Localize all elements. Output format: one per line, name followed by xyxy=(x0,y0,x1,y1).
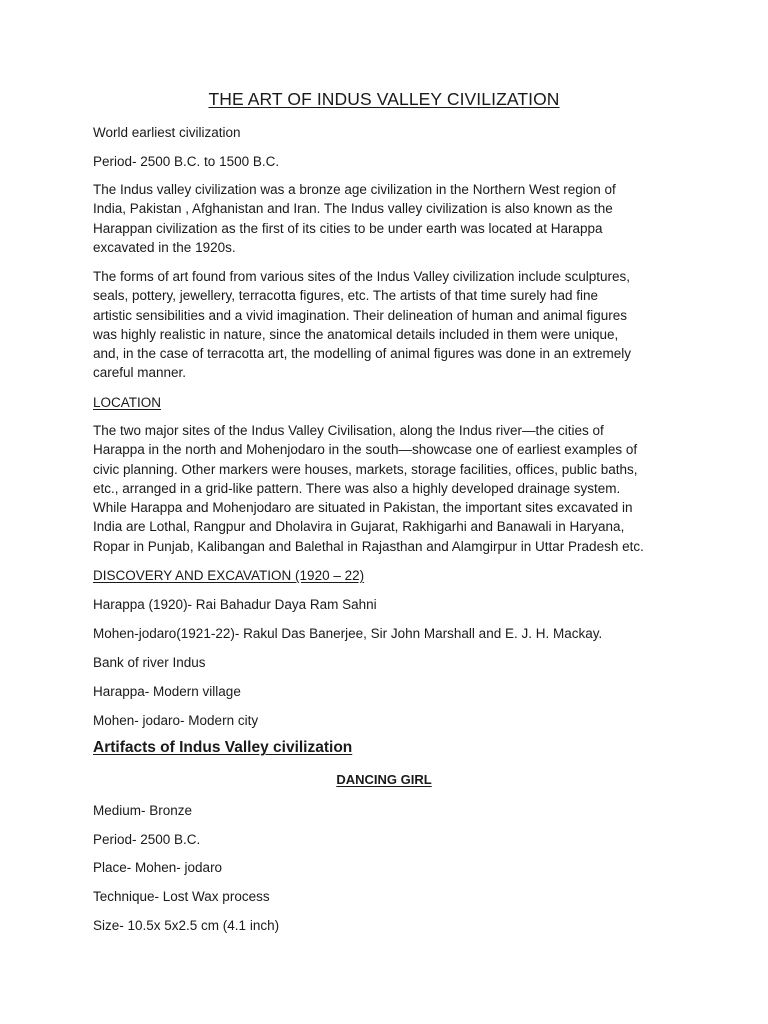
artifacts-heading: Artifacts of Indus Valley civilization xyxy=(93,739,353,756)
paragraph-overview xyxy=(93,180,683,257)
discovery-mohenjodaro-city: Mohen- jodaro- Modern city xyxy=(93,713,259,728)
discovery-harappa: Harappa (1920)- Rai Bahadur Daya Ram Sahni xyxy=(93,597,377,612)
paragraph-line: artistic sensibilities and a vivid imagination. Their delineation of human and animal figures xyxy=(93,307,628,323)
paragraph-line: While Harappa and Mohenjodaro are situated in Pakistan, the important sites excavated in xyxy=(93,500,633,516)
location-heading: LOCATION xyxy=(93,395,162,410)
paragraph-location xyxy=(93,421,683,556)
dancing-girl-size: Size- 10.5x 5x2.5 cm (4.1 inch) xyxy=(93,918,280,933)
paragraph-line: The two major sites of the Indus Valley Civilisation, along the Indus river—the cities of xyxy=(93,423,604,438)
dancing-girl-place: Place- Mohen- jodaro xyxy=(93,860,223,875)
paragraph-line: Harappan civilization as the first of its cities to be under earth was located at Harappa xyxy=(93,220,603,236)
paragraph-line: The forms of art found from various sites of the Indus Valley civilization include sculptures, xyxy=(93,269,630,284)
paragraph-line: Ropar in Punjab, Kalibangan and Balethal in Rajasthan and Alamgirpur in Uttar Pradesh etc. xyxy=(93,538,644,554)
discovery-mohenjodaro: Mohen-jodaro(1921-22)- Rakul Das Banerjee, Sir John Marshall and E. J. H. Mackay. xyxy=(93,626,603,641)
paragraph-art-forms xyxy=(93,267,683,383)
discovery-heading: DISCOVERY AND EXCAVATION (1920 – 22) xyxy=(93,568,365,583)
paragraph-line: India, Pakistan , Afghanistan and Iran. The Indus valley civilization is also known as the xyxy=(93,201,613,217)
discovery-bank: Bank of river Indus xyxy=(93,655,206,670)
paragraph-line: excavated in the 1920s. xyxy=(93,239,236,255)
intro-line-2: Period- 2500 B.C. to 1500 B.C. xyxy=(93,154,280,169)
paragraph-line: The Indus valley civilization was a bronze age civilization in the Northern West region of xyxy=(93,182,616,197)
paragraph-line: seals, pottery, jewellery, terracotta figures, etc. The artists of that time surely had fine xyxy=(93,288,598,304)
dancing-girl-technique: Technique- Lost Wax process xyxy=(93,889,270,904)
page-title: THE ART OF INDUS VALLEY CIVILIZATION xyxy=(208,89,560,109)
paragraph-line: India are Lothal, Rangpur and Dholavira in Gujarat, Rakhigarhi and Banawali in Haryana, xyxy=(93,519,625,535)
intro-line-1: World earliest civilization xyxy=(93,125,241,140)
paragraph-line: careful manner. xyxy=(93,365,187,381)
dancing-girl-heading: DANCING GIRL xyxy=(336,772,432,787)
paragraph-line: Harappa in the north and Mohenjodaro in the south—showcase one of earliest examples of xyxy=(93,442,638,458)
discovery-harappa-village: Harappa- Modern village xyxy=(93,684,241,699)
dancing-girl-medium: Medium- Bronze xyxy=(93,803,193,818)
paragraph-line: was highly realistic in nature, since the anatomical details included in them were unique, xyxy=(93,326,619,342)
paragraph-line: and, in the case of terracotta art, the modelling of animal figures was done in an extremely xyxy=(93,346,632,362)
paragraph-line: etc., arranged in a grid-like pattern. There was also a highly developed drainage system. xyxy=(93,480,621,496)
paragraph-line: civic planning. Other markers were houses, markets, storage facilities, offices, public baths, xyxy=(93,461,638,477)
dancing-girl-period: Period- 2500 B.C. xyxy=(93,832,201,847)
